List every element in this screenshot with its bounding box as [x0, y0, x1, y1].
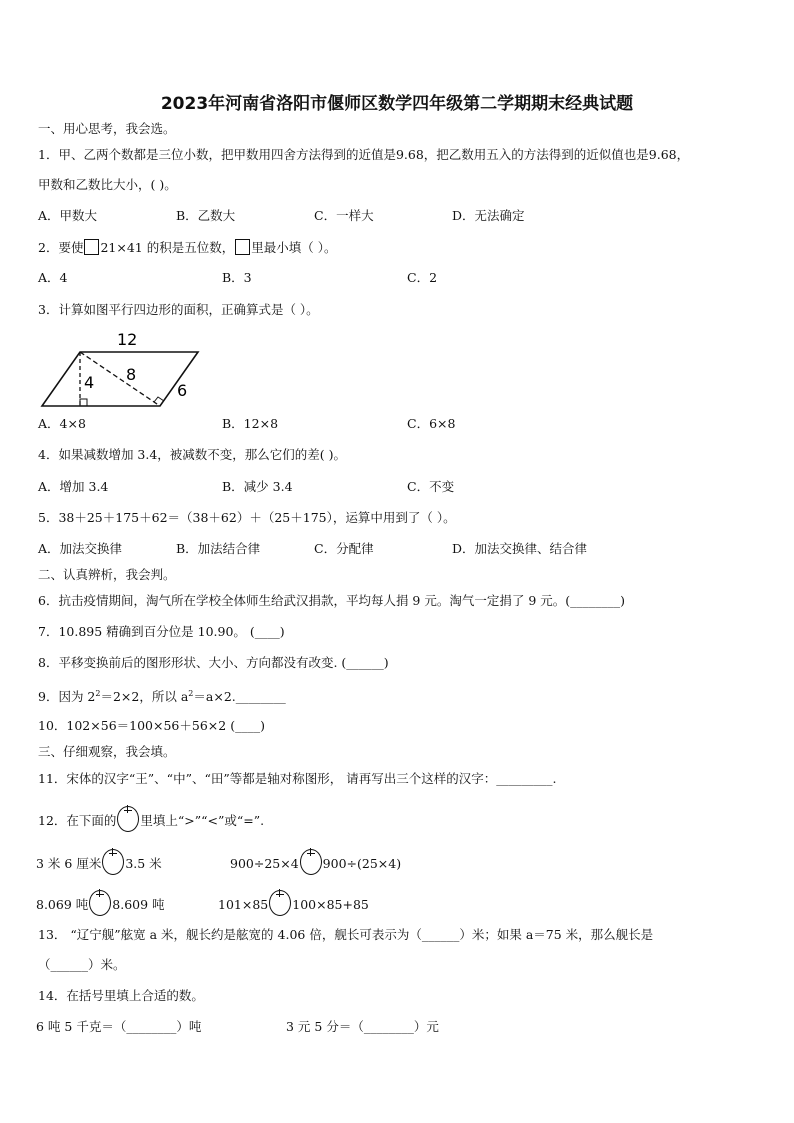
q3-option-b[interactable]: B．12×8: [222, 416, 279, 431]
question-11: 11．宋体的汉字“王”、“中”、“田”等都是轴对称图形， 请再写出三个这样的汉字：_________.: [38, 771, 557, 786]
question-14: 14．在括号里填上合适的数。: [38, 988, 204, 1003]
question-7: 7．10.895 精确到百分位是 10.90。 (____): [38, 624, 285, 639]
question-2: [38, 239, 336, 256]
q5-option-a[interactable]: A．加法交换律: [38, 541, 123, 556]
right-angle-mark: [80, 399, 87, 406]
q9-exp1: 2: [95, 689, 101, 698]
question-9: [38, 686, 286, 705]
q9-post: ＝a×2.________: [193, 689, 286, 705]
q9-pre: 9．因为 2: [38, 689, 96, 705]
question-6: 6．抗击疫情期间，淘气所在学校全体师生给武汉捐款，平均每人捐 9 元。淘气一定捐了 9 元。(________): [38, 593, 626, 608]
q12-post: 里填上“>”“<”或“=”.: [140, 813, 265, 828]
question-12: [38, 806, 264, 832]
q14-part-b[interactable]: 3 元 5 分＝（________）元: [286, 1019, 439, 1034]
question-13-line2: （______）米。: [38, 957, 126, 972]
q5-option-b[interactable]: B．加法结合律: [176, 541, 261, 556]
compare-oval-input[interactable]: [300, 849, 322, 875]
compare-oval-icon: [117, 806, 139, 832]
page-title: 2023年河南省洛阳市偃师区数学四年级第二学期期末经典试题: [160, 94, 634, 114]
q1-option-c[interactable]: C．一样大: [314, 208, 374, 223]
q12-row1-a: 3 米 6 厘米 3.5 米: [36, 849, 162, 875]
q2-option-a[interactable]: A．4: [38, 270, 68, 285]
answer-box[interactable]: [235, 239, 250, 255]
q9-exp2: 2: [188, 689, 194, 698]
q1-option-a[interactable]: A．甲数大: [38, 208, 98, 223]
question-5: 5．38＋25＋175＋62＝（38＋62）＋（25＋175），运算中用到了（ ）。: [38, 510, 456, 525]
compare-oval-input[interactable]: [89, 890, 111, 916]
label-side: 6: [177, 381, 188, 400]
q9-mid: ＝2×2，所以 a: [100, 689, 189, 705]
q4-option-b[interactable]: B．减少 3.4: [222, 479, 293, 494]
q1-option-d[interactable]: D．无法确定: [452, 208, 525, 223]
question-1-line2: 甲数和乙数比大小，( )。: [38, 177, 177, 192]
q2-option-c[interactable]: C．2: [407, 270, 438, 285]
q1-option-b[interactable]: B．乙数大: [176, 208, 236, 223]
q5-option-c[interactable]: C．分配律: [314, 541, 374, 556]
q4-option-a[interactable]: A．增加 3.4: [38, 479, 109, 494]
q12-row2-a: 8.069 吨 8.609 吨: [36, 890, 165, 916]
section-heading-2: 二、认真辨析，我会判。: [38, 567, 176, 582]
label-height: 4: [84, 373, 95, 392]
q2-post: 里最小填（ ）。: [251, 240, 337, 255]
answer-box[interactable]: [84, 239, 99, 255]
q4-option-c[interactable]: C．不变: [407, 479, 455, 494]
q2-option-b[interactable]: B．3: [222, 270, 252, 285]
q14-part-a[interactable]: 6 吨 5 千克＝（________）吨: [36, 1019, 202, 1034]
q3-option-c[interactable]: C．6×8: [407, 416, 456, 431]
q12-row1-b: 900÷25×4 900÷(25×4): [230, 849, 401, 875]
question-13-line1: 13． “辽宁舰”舷宽 a 米，舰长约是舷宽的 4.06 倍，舰长可表示为（______）米；如果 a＝75 米，那么舰长是: [38, 927, 654, 942]
label-top: 12: [117, 330, 138, 349]
question-4: 4．如果减数增加 3.4，被减数不变，那么它们的差( )。: [38, 447, 347, 462]
compare-oval-input[interactable]: [102, 849, 124, 875]
question-10: 10．102×56＝100×56＋56×2 (____): [38, 718, 265, 733]
question-1-line1: 1．甲、乙两个数都是三位小数，把甲数用四舍方法得到的近值是9.68，把乙数用五入的方法得到的近似值也是9.68，: [38, 147, 690, 162]
q2-pre: 2．要使: [38, 240, 84, 255]
q12-pre: 12．在下面的: [38, 813, 117, 828]
q3-option-a[interactable]: A．4×8: [38, 416, 86, 431]
question-3: 3．计算如图平行四边形的面积，正确算式是（ ）。: [38, 302, 319, 317]
compare-oval-input[interactable]: [269, 890, 291, 916]
label-diag: 8: [126, 365, 137, 384]
question-8: 8．平移变换前后的图形形状、大小、方向都没有改变. (______): [38, 655, 389, 670]
q5-option-d[interactable]: D．加法交换律、结合律: [452, 541, 588, 556]
section-heading-3: 三、仔细观察，我会填。: [38, 744, 176, 759]
q12-row2-b: 101×85 100×85+85: [218, 890, 369, 916]
q2-mid: 21×41 的积是五位数，: [100, 240, 235, 255]
parallelogram-figure: [40, 330, 210, 410]
section-heading-1: 一、用心思考，我会选。: [38, 121, 176, 136]
